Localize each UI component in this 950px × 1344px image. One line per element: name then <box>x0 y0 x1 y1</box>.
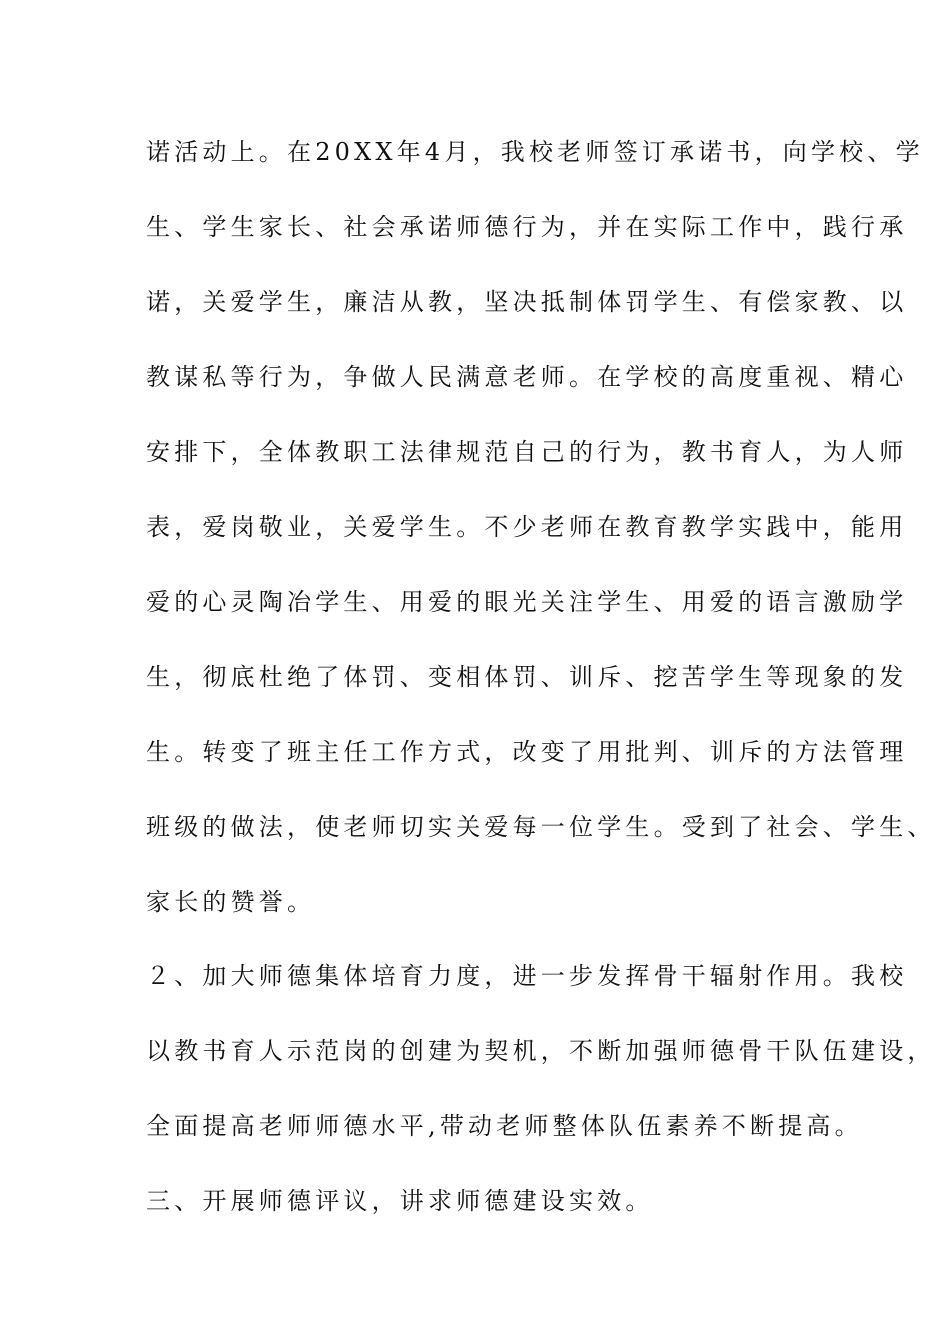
text-line: ２、加大师德集体培育力度，进一步发挥骨干辐射作用。我校 <box>146 962 908 990</box>
text-line: 生，彻底杜绝了体罚、变相体罚、训斥、挖苦学生等现象的发 <box>146 663 908 691</box>
text-line: 诺，关爱学生，廉洁从教，坚决抵制体罚学生、有偿家教、以 <box>146 288 908 316</box>
text-line: 教谋私等行为，争做人民满意老师。在学校的高度重视、精心 <box>146 363 908 391</box>
text-line: 生。转变了班主任工作方式，改变了用批判、训斥的方法管理 <box>146 738 908 766</box>
text-line: 班级的做法，使老师切实关爱每一位学生。受到了社会、学生、 <box>146 813 936 841</box>
text-line: 三、开展师德评议，讲求师德建设实效。 <box>146 1187 654 1215</box>
text-line: 安排下，全体教职工法律规范自己的行为，教书育人，为人师 <box>146 438 908 466</box>
text-line: 生、学生家长、社会承诺师德行为，并在实际工作中，践行承 <box>146 213 908 241</box>
text-line: 诺活动上。在20XX年4月，我校老师签订承诺书，向学校、学 <box>146 138 924 166</box>
text-line: 表，爱岗敬业，关爱学生。不少老师在教育教学实践中，能用 <box>146 513 908 541</box>
text-line: 家长的赞誉。 <box>146 888 316 916</box>
text-line: 全面提高老师师德水平,带动老师整体队伍素养不断提高。 <box>146 1112 863 1140</box>
text-line: 以教书育人示范岗的创建为契机，不断加强师德骨干队伍建设， <box>146 1037 936 1065</box>
text-line: 爱的心灵陶冶学生、用爱的眼光关注学生、用爱的语言激励学 <box>146 588 908 616</box>
